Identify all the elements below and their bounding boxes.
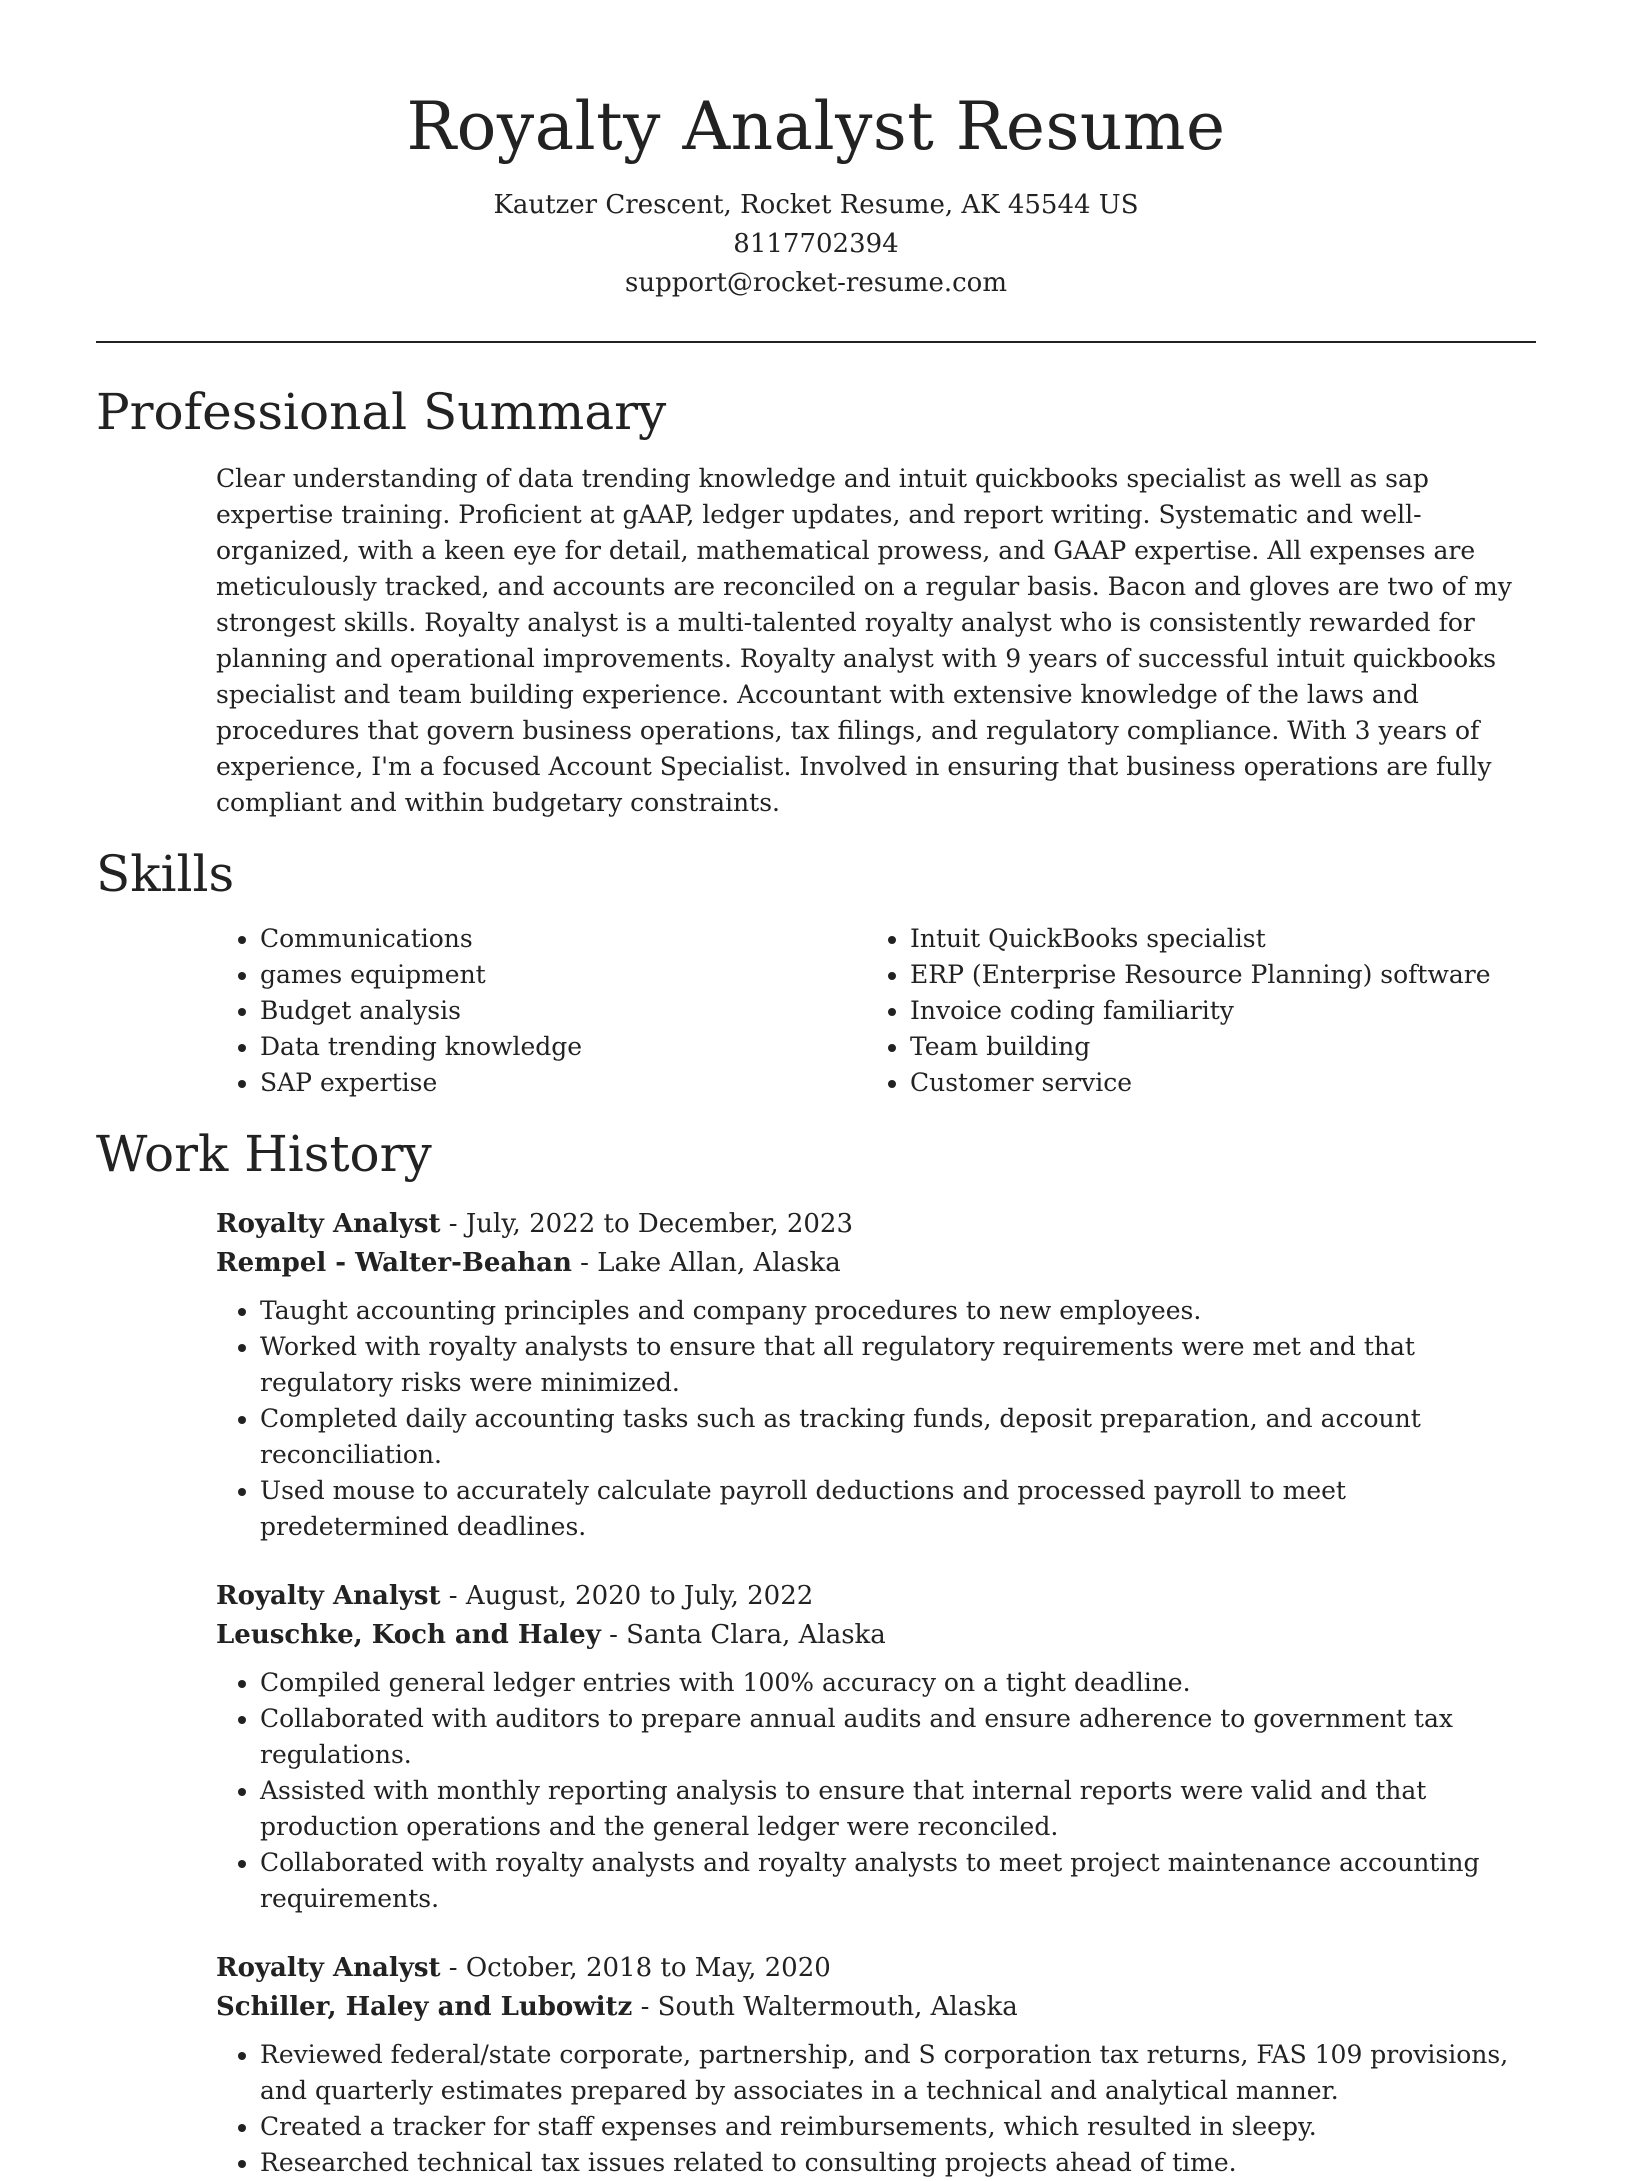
- job-duty: • Compiled general ledger entries with 100% accuracy on a tight deadline.: [260, 1665, 1536, 1701]
- job-company: Rempel - Walter-Beahan: [216, 1248, 572, 1278]
- work-history-heading: Work History: [96, 1125, 432, 1183]
- job-title: Royalty Analyst: [216, 1581, 441, 1611]
- job-duties: [216, 2037, 1536, 2181]
- skill-item: • Communications: [260, 921, 866, 957]
- skills-column-left: [216, 921, 866, 1101]
- contact-email: support@rocket-resume.com: [624, 268, 1007, 298]
- resume-page: [96, 0, 1536, 2181]
- skill-item: • Data trending knowledge: [260, 1029, 866, 1065]
- skills-list: [216, 921, 1536, 1101]
- job-duty: • Collaborated with royalty analysts and royalty analysts to meet project maintenance accounting requirements.: [260, 1845, 1536, 1917]
- skills-heading: Skills: [96, 845, 235, 903]
- skill-item: • Invoice coding familiarity: [910, 993, 1510, 1029]
- contact-address: Kautzer Crescent, Rocket Resume, AK 45544 US: [493, 190, 1139, 220]
- contact-phone: 8117702394: [733, 229, 899, 259]
- page-title: Royalty Analyst Resume: [406, 88, 1226, 165]
- job-duty: • Created a tracker for staff expenses and reimbursements, which resulted in sleepy.: [260, 2109, 1536, 2145]
- contact-info: [96, 186, 1536, 303]
- summary-text: Clear understanding of data trending knowledge and intuit quickbooks specialist as well as sap expertise training. Proficient at gAAP, ledger updates, and report writing. Systematic and well-organized, with a keen eye for detail, mathematical prowess, and GAAP expertise. All expenses are meticulously tracked, and accounts are reconciled on a regular basis. Bacon and gloves are two of my strongest skills. Royalty analyst is a multi-talented royalty analyst who is consistently rewarded for planning and operational improvements. Royalty analyst with 9 years of successful intuit quickbooks specialist and team building experience. Accountant with extensive knowledge of the laws and procedures that govern business operations, tax filings, and regulatory compliance. With 3 years of experience, I'm a focused Account Specialist. Involved in ensuring that business operations are fully compliant and within budgetary constraints.: [216, 464, 1512, 817]
- job-location: - South Waltermouth, Alaska: [632, 1992, 1018, 2022]
- skill-item: • ERP (Enterprise Resource Planning) software: [910, 957, 1510, 993]
- skill-item: • Budget analysis: [260, 993, 866, 1029]
- job-company: Schiller, Haley and Lubowitz: [216, 1992, 633, 2022]
- job-company-line: [216, 1988, 1536, 2027]
- job-duty: • Collaborated with auditors to prepare annual audits and ensure adherence to government tax regulations.: [260, 1701, 1536, 1773]
- job-duty: • Completed daily accounting tasks such as tracking funds, deposit preparation, and account reconciliation.: [260, 1401, 1536, 1473]
- skill-item: • games equipment: [260, 957, 866, 993]
- job-entry: [216, 1577, 1536, 1917]
- skill-item: • SAP expertise: [260, 1065, 866, 1101]
- job-company: Leuschke, Koch and Haley: [216, 1620, 601, 1650]
- header-divider: [96, 341, 1536, 343]
- job-duty: • Taught accounting principles and company procedures to new employees.: [260, 1293, 1536, 1329]
- job-location: - Lake Allan, Alaska: [571, 1248, 841, 1278]
- job-duties: [216, 1665, 1536, 1917]
- job-dates: - July, 2022 to December, 2023: [440, 1209, 854, 1239]
- skill-item: • Team building: [910, 1029, 1510, 1065]
- job-duty: • Researched technical tax issues related to consulting projects ahead of time.: [260, 2145, 1536, 2181]
- job-duty: • Used mouse to accurately calculate payroll deductions and processed payroll to meet predetermined deadlines.: [260, 1473, 1536, 1545]
- job-entry: [216, 1205, 1536, 1545]
- skills-column-right: [866, 921, 1510, 1101]
- job-company-line: [216, 1616, 1536, 1655]
- job-duty: • Assisted with monthly reporting analysis to ensure that internal reports were valid and that production operations and the general ledger were reconciled.: [260, 1773, 1536, 1845]
- job-duties: [216, 1293, 1536, 1545]
- job-title-line: [216, 1949, 1536, 1988]
- job-company-line: [216, 1244, 1536, 1283]
- skill-item: • Intuit QuickBooks specialist: [910, 921, 1510, 957]
- job-title: Royalty Analyst: [216, 1209, 441, 1239]
- job-duty: • Reviewed federal/state corporate, partnership, and S corporation tax returns, FAS 109 provisions, and quarterly estimates prepared by associates in a technical and analytical manner.: [260, 2037, 1536, 2109]
- summary-heading: Professional Summary: [96, 383, 667, 441]
- job-dates: - August, 2020 to July, 2022: [440, 1581, 814, 1611]
- job-title-line: [216, 1577, 1536, 1616]
- job-entry: [216, 1949, 1536, 2181]
- job-title: Royalty Analyst: [216, 1953, 441, 1983]
- skill-item: • Customer service: [910, 1065, 1510, 1101]
- job-title-line: [216, 1205, 1536, 1244]
- job-location: - Santa Clara, Alaska: [600, 1620, 886, 1650]
- job-duty: • Worked with royalty analysts to ensure that all regulatory requirements were met and that regulatory risks were minimized.: [260, 1329, 1536, 1401]
- job-dates: - October, 2018 to May, 2020: [440, 1953, 831, 1983]
